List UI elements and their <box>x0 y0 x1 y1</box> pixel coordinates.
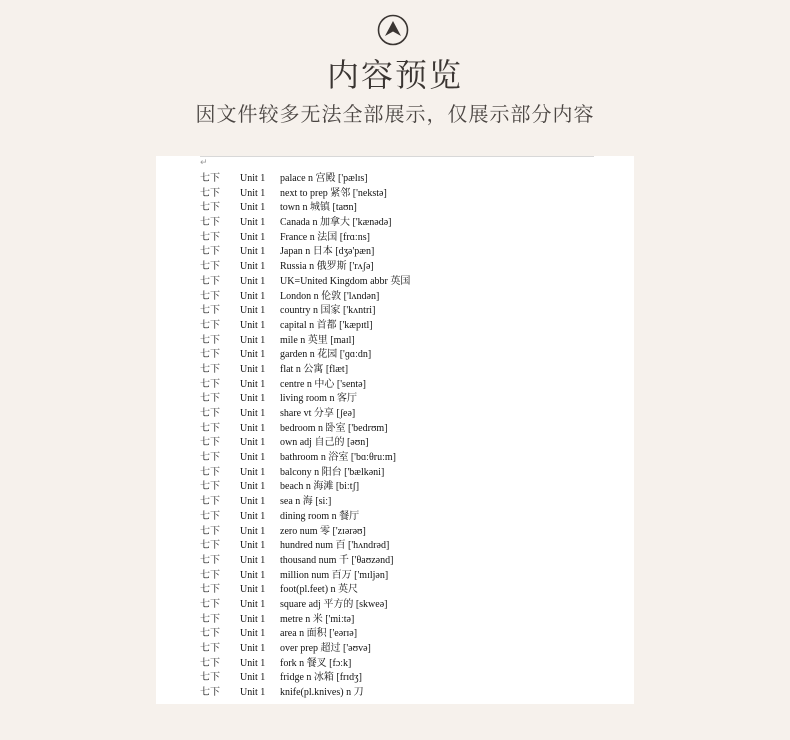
unit-label: Unit 1 <box>240 452 266 464</box>
grade-label: 七下 <box>200 363 220 375</box>
vocab-entry: hundred num 百 ['hʌndrəd] <box>280 540 390 552</box>
grade-label: 七下 <box>200 217 220 229</box>
page-subtitle: 因文件较多无法全部展示，仅展示部分内容 <box>195 102 595 126</box>
grade-label: 七下 <box>200 554 220 566</box>
vocab-entry: Japan n 日本 [dʒə'pæn] <box>280 246 375 258</box>
unit-label: Unit 1 <box>240 319 266 331</box>
grade-label: 七下 <box>200 349 220 361</box>
vocab-entry: country n 国家 ['kʌntri] <box>280 305 376 317</box>
unit-label: Unit 1 <box>240 408 266 419</box>
grade-label: 七下 <box>200 466 220 478</box>
unit-label: Unit 1 <box>240 393 266 405</box>
unit-label: Unit 1 <box>240 584 266 596</box>
grade-label: 七下 <box>200 334 220 346</box>
unit-label: Unit 1 <box>240 643 266 654</box>
grade-label: 七下 <box>200 481 220 493</box>
grade-label: 七下 <box>200 305 220 317</box>
vocab-entry: next to prep 紧邻 ['nekstə] <box>280 187 387 199</box>
vocab-entry: flat n 公寓 [flæt] <box>280 363 349 375</box>
vocab-entry: million num 百万 ['mɪljən] <box>280 569 389 581</box>
vocab-entry: beach n 海滩 [biːtʃ] <box>280 481 360 493</box>
vocab-entry: dining room n 餐厅 <box>280 510 360 522</box>
grade-label: 七下 <box>200 437 220 449</box>
grade-label: 七下 <box>200 275 220 287</box>
unit-label: Unit 1 <box>240 378 266 390</box>
grade-label: 七下 <box>200 584 220 596</box>
grade-label: 七下 <box>200 319 220 331</box>
unit-label: Unit 1 <box>240 217 266 229</box>
vocab-entry: share vt 分享 [ʃeə] <box>280 408 356 419</box>
unit-label: Unit 1 <box>240 422 266 434</box>
vocab-entry: fork n 餐叉 [fɔːk] <box>280 657 352 669</box>
grade-label: 七下 <box>200 510 220 522</box>
grade-label: 七下 <box>200 657 220 669</box>
unit-label: Unit 1 <box>240 657 266 669</box>
vocab-entry: over prep 超过 ['əʊvə] <box>280 643 371 654</box>
unit-label: Unit 1 <box>240 305 266 317</box>
unit-label: Unit 1 <box>240 334 266 346</box>
unit-label: Unit 1 <box>240 363 266 375</box>
vocab-entry: knife(pl.knives) n 刀 <box>280 687 364 699</box>
document-preview <box>156 156 634 704</box>
grade-label: 七下 <box>200 598 220 610</box>
vocab-entry: palace n 宫殿 ['pælɪs] <box>280 173 368 184</box>
vocab-entry: balcony n 阳台 ['bælkəni] <box>280 466 385 478</box>
grade-label: 七下 <box>200 187 220 199</box>
grade-label: 七下 <box>200 408 220 419</box>
unit-label: Unit 1 <box>240 628 266 640</box>
unit-label: Unit 1 <box>240 598 266 610</box>
unit-label: Unit 1 <box>240 569 266 581</box>
vocab-entry: UK=United Kingdom abbr 英国 <box>280 275 411 287</box>
unit-label: Unit 1 <box>240 173 266 184</box>
unit-label: Unit 1 <box>240 202 266 214</box>
vocab-entry: fridge n 冰箱 [frɪdʒ] <box>280 672 362 684</box>
page-title: 内容预览 <box>326 56 463 94</box>
unit-label: Unit 1 <box>240 231 266 243</box>
document-header-rule <box>200 156 594 157</box>
vocab-entry: bedroom n 卧室 ['bedrʊm] <box>280 422 388 434</box>
grade-label: 七下 <box>200 569 220 581</box>
grade-label: 七下 <box>200 628 220 640</box>
paragraph-mark: ↵ <box>200 158 208 168</box>
vocab-entry: London n 伦敦 ['lʌndən] <box>280 290 380 302</box>
unit-label: Unit 1 <box>240 481 266 493</box>
grade-label: 七下 <box>200 422 220 434</box>
unit-label: Unit 1 <box>240 275 266 287</box>
vocab-entry: zero num 零 ['zɪərəʊ] <box>280 525 366 537</box>
grade-label: 七下 <box>200 672 220 684</box>
vocab-entry: metre n 米 ['miːtə] <box>280 613 355 625</box>
grade-label: 七下 <box>200 378 220 390</box>
unit-label: Unit 1 <box>240 290 266 302</box>
vocab-entry: town n 城镇 [taʊn] <box>280 202 357 214</box>
unit-label: Unit 1 <box>240 540 266 552</box>
grade-label: 七下 <box>200 261 220 273</box>
vocab-entry: thousand num 千 ['θaʊzənd] <box>280 554 394 566</box>
grade-label: 七下 <box>200 173 220 184</box>
vocab-entry: centre n 中心 ['sentə] <box>280 378 366 390</box>
grade-label: 七下 <box>200 643 220 654</box>
unit-label: Unit 1 <box>240 349 266 361</box>
unit-label: Unit 1 <box>240 554 266 566</box>
grade-label: 七下 <box>200 452 220 464</box>
grade-label: 七下 <box>200 290 220 302</box>
vocab-entry: foot(pl.feet) n 英尺 <box>280 584 359 596</box>
unit-label: Unit 1 <box>240 672 266 684</box>
unit-label: Unit 1 <box>240 525 266 537</box>
unit-label: Unit 1 <box>240 496 266 508</box>
grade-label: 七下 <box>200 496 220 508</box>
grade-label: 七下 <box>200 687 220 699</box>
vocab-entry: Canada n 加拿大 ['kænədə] <box>280 217 392 229</box>
grade-label: 七下 <box>200 525 220 537</box>
grade-label: 七下 <box>200 613 220 625</box>
vocab-entry: capital n 首都 ['kæpɪtl] <box>280 319 373 331</box>
vocab-entry: France n 法国 [frɑːns] <box>280 231 370 243</box>
unit-label: Unit 1 <box>240 687 266 699</box>
vocab-entry: sea n 海 [siː] <box>280 496 332 508</box>
unit-label: Unit 1 <box>240 510 266 522</box>
vocab-entry: own adj 自己的 [əʊn] <box>280 437 369 449</box>
unit-label: Unit 1 <box>240 246 266 258</box>
grade-label: 七下 <box>200 246 220 258</box>
unit-label: Unit 1 <box>240 437 266 449</box>
vocab-entry: living room n 客厅 <box>280 393 357 405</box>
unit-label: Unit 1 <box>240 466 266 478</box>
grade-label: 七下 <box>200 540 220 552</box>
vocab-entry: mile n 英里 [maɪl] <box>280 334 355 346</box>
vocab-entry: area n 面积 ['eərɪə] <box>280 628 358 640</box>
vocab-entry: square adj 平方的 [skweə] <box>280 598 388 610</box>
unit-label: Unit 1 <box>240 261 266 273</box>
grade-label: 七下 <box>200 231 220 243</box>
grade-label: 七下 <box>200 202 220 214</box>
unit-label: Unit 1 <box>240 613 266 625</box>
vocab-entry: bathroom n 浴室 ['bɑːθruːm] <box>280 452 396 464</box>
vocab-entry: Russia n 俄罗斯 ['rʌʃə] <box>280 261 374 273</box>
up-arrow-circle-icon <box>377 14 409 46</box>
unit-label: Unit 1 <box>240 187 266 199</box>
grade-label: 七下 <box>200 393 220 405</box>
vocab-entry: garden n 花园 ['ɡɑːdn] <box>280 349 372 361</box>
